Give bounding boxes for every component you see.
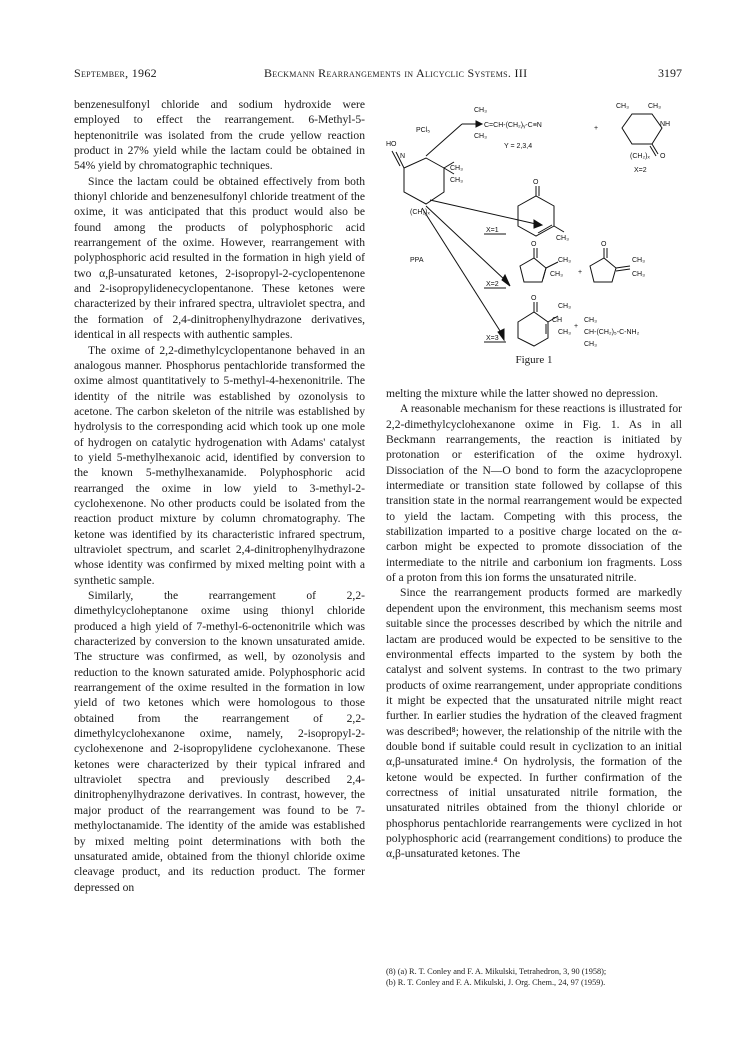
cyclopentenone-ring bbox=[520, 258, 546, 282]
cyclopentanone-ring bbox=[590, 258, 616, 282]
ch3-label: CH₃ bbox=[558, 303, 571, 310]
plus-label: + bbox=[578, 269, 583, 276]
reaction-scheme-figure bbox=[386, 96, 682, 376]
left-column bbox=[74, 97, 365, 895]
ch3-label: CH₃ bbox=[474, 133, 487, 140]
plus-label: + bbox=[594, 125, 599, 132]
n-label: N bbox=[400, 153, 406, 160]
cyclohexenone-ring bbox=[518, 196, 554, 236]
right-column bbox=[386, 386, 682, 862]
nitrile-label: C=CH-(CH₂)ᵧ-C≡N bbox=[484, 122, 542, 129]
pcl5-label: PCl₅ bbox=[416, 127, 431, 134]
ch3-label: CH₃ bbox=[556, 235, 569, 242]
ch3-label: CH₃ bbox=[632, 271, 645, 278]
footnote: (8) (a) R. T. Conley and F. A. Mikulski, Tetrahedron, 3, 90 (1958); bbox=[386, 967, 607, 976]
header-title: Beckmann Rearrangements in Alicyclic Systems. III bbox=[264, 66, 528, 80]
o-label: O bbox=[660, 153, 666, 160]
o-label: O bbox=[531, 295, 537, 302]
x2-label: X=2 bbox=[634, 167, 647, 174]
footnotes bbox=[386, 966, 682, 988]
plus-label: + bbox=[574, 323, 579, 330]
ch3-label: CH₃ bbox=[558, 329, 571, 336]
ppa-label: PPA bbox=[410, 257, 424, 264]
x1-label: X=1 bbox=[486, 227, 499, 234]
ch3-label: CH₃ bbox=[450, 177, 463, 184]
nh-label: NH bbox=[660, 121, 671, 128]
ch3-label: CH₃ bbox=[648, 103, 661, 110]
x2-label: X=2 bbox=[486, 281, 499, 288]
figure-caption: Figure 1 bbox=[515, 354, 553, 366]
ch3-label: CH₃ bbox=[616, 103, 629, 110]
ch3-label: CH₃ bbox=[584, 317, 597, 324]
paragraph: A reasonable mechanism for these reactions is illustrated for 2,2-dimethylcyclohexanone oxime in Fig. 1. As in all Beckmann rearrangements, the reaction is initiated by protonation or esterification of the oxime hydroxyl. Dissociation of the N—O bond to form the azacyclopropene intermediate or transition state followed by collapse of this transition state in the normal rearrangement would be expected to yield the lactam. Competing with this process, the stabilization imparted to a positive charge located on the α-carbon might be expected to promote dissociation of the intermediate to the nitrile and carbonium ion fragments. Loss of a proton from this ion forms the unsaturated nitrile. bbox=[386, 402, 682, 585]
ch3-label: CH₃ bbox=[558, 257, 571, 264]
o-label: O bbox=[531, 241, 537, 248]
ch3-label: CH₃ bbox=[474, 107, 487, 114]
ho-label: HO bbox=[386, 141, 397, 148]
ch-label: CH bbox=[552, 317, 563, 324]
paragraph: melting the mixture while the latter showed no depression. bbox=[386, 387, 659, 400]
ch3-label: CH₃ bbox=[632, 257, 645, 264]
y-values-label: Y = 2,3,4 bbox=[504, 143, 533, 150]
header-date: September, 1962 bbox=[74, 66, 157, 80]
footnote: (b) R. T. Conley and F. A. Mikulski, J. Org. Chem., 24, 97 (1959). bbox=[386, 978, 606, 987]
o-label: O bbox=[601, 241, 607, 248]
x3-label: X=3 bbox=[486, 335, 499, 342]
isopropylcyclohexenone-ring bbox=[518, 312, 548, 346]
page-number: 3197 bbox=[658, 66, 682, 80]
ch3-label: CH₃ bbox=[550, 271, 563, 278]
lactam-ring bbox=[622, 114, 662, 144]
o-label: O bbox=[533, 179, 539, 186]
running-header bbox=[74, 66, 682, 82]
ch3-label: CH₃ bbox=[584, 341, 597, 348]
ch3-label: CH₃ bbox=[450, 165, 463, 172]
paragraph: Since the lactam could be obtained effectively from both thionyl chloride and benzenesulfonyl chloride treatment of the oxime, it was anticipated that this product would also be found among the products of polyphosphoric acid rearrangement of the oxime. However, rearrangement with polyphosphoric acid resulted in the formation in high yield of two α,β-unsaturated ketones, 2-isopropyl-2-cyclopentenone and 2-isopropylidenecyclopentanone. These ketones were characterized by their infrared spectra, ultraviolet spectra, and the formation of 2,4-dinitrophenylhydrazone derivatives, identical in all respects with authentic samples. bbox=[74, 174, 365, 342]
oxime-ring bbox=[404, 158, 444, 204]
paragraph: benzenesulfonyl chloride and sodium hydroxide were employed to effect the rearrangement. 6-Methyl-5-heptenonitrile was isolated from the crude yellow reaction product in 27% yield while the lactam could be obtained in 54% yield by chromatographic techniques. bbox=[74, 98, 365, 173]
paragraph: The oxime of 2,2-dimethylcyclopentanone behaved in an analogous manner. Phosphorus pentachloride transformed the oxime almost quantitatively to 5-methyl-4-hexenonitrile. The identity of the nitrile was established by ozonolysis to acetone. The carbon skeleton of the nitrile was established by hydrolysis to the corresponding acid which took up one mole of hydrogen on catalytic hydrogenation with Adams' catalyst to yield 5-methylhexanoic acid, identified by conversion to the known 5-methylhexanamide. Polyphosphoric acid rearranged the oxime in low yield to 3-methyl-2-cyclohexenone. No other products could be isolated from the reaction product mixture by column chromatography. The ketone was identified by its characteristic infrared spectrum, ultraviolet spectrum, and scarlet 2,4-dinitrophenylhydrazone whose identity was confirmed by mixed melting point with a synthetic sample. bbox=[74, 343, 365, 587]
ch2x-label: (CH₂)ₓ bbox=[630, 153, 650, 160]
ch2x-label: (CH₂)ₓ bbox=[410, 209, 430, 216]
amide-label: CH-(CH₂)₅-C-NH₂ bbox=[584, 329, 640, 336]
paragraph: Similarly, the rearrangement of 2,2-dimethylcycloheptanone oxime using thionyl chloride produced a high yield of 7-methyl-6-octenonitrile which was characterized by conversion to the known unsaturated amide. The structure was confirmed, as well, by ozonolysis and reduction to the known saturated amide. Polyphosphoric acid rearrangement of the oxime resulted in the formation in low yield of two ketones which were homologous to those obtained from the rearrangement of 2,2-dimethylcyclohexanone oxime, namely, 2-isopropyl-2-cyclohexenone and 2-isopropylidene cyclohexanone. These ketones were characterized by their typical infrared and ultraviolet spectra and previously described 2,4-dinitrophenylhydrazone derivatives. In contrast, however, the major product of the rearrangement was found to be 7-methyloctanamide. The identity of the amide was established by mixed melting point determinations with both the unsaturated amide, obtained from the thionyl chloride oxime cleavage product, and its reduction product. The former depressed on bbox=[74, 589, 365, 894]
paragraph: Since the rearrangement products formed are markedly dependent upon the environment, this mechanism seems most suitable since the processes described by which the nitrile and lactam are produced would be expected to be sensitive to the environmental effects imparted to the system by both the catalyst and solvent systems. In contrast to the two primary products of oxime rearrangement, under appropriate conditions it might be expected that the unsaturated nitrile might react further. In earlier studies the hydration of the cleaved fragment was described⁸; however, the relationship of the nitrile with the double bond if suitable could result in cyclization to an initial α,β-unsaturated imine.⁴ On hydrolysis, the formation of the ketone would be expected. In further confirmation of the correctness of initial unsaturated nitrile formation, the unsaturated nitriles obtained from the thionyl chloride or phosphorus pentachloride rearrangements were cyclized in hot polyphosphoric acid (rearrangement conditions) to produce the α,β-unsaturated ketones. The bbox=[386, 586, 682, 861]
